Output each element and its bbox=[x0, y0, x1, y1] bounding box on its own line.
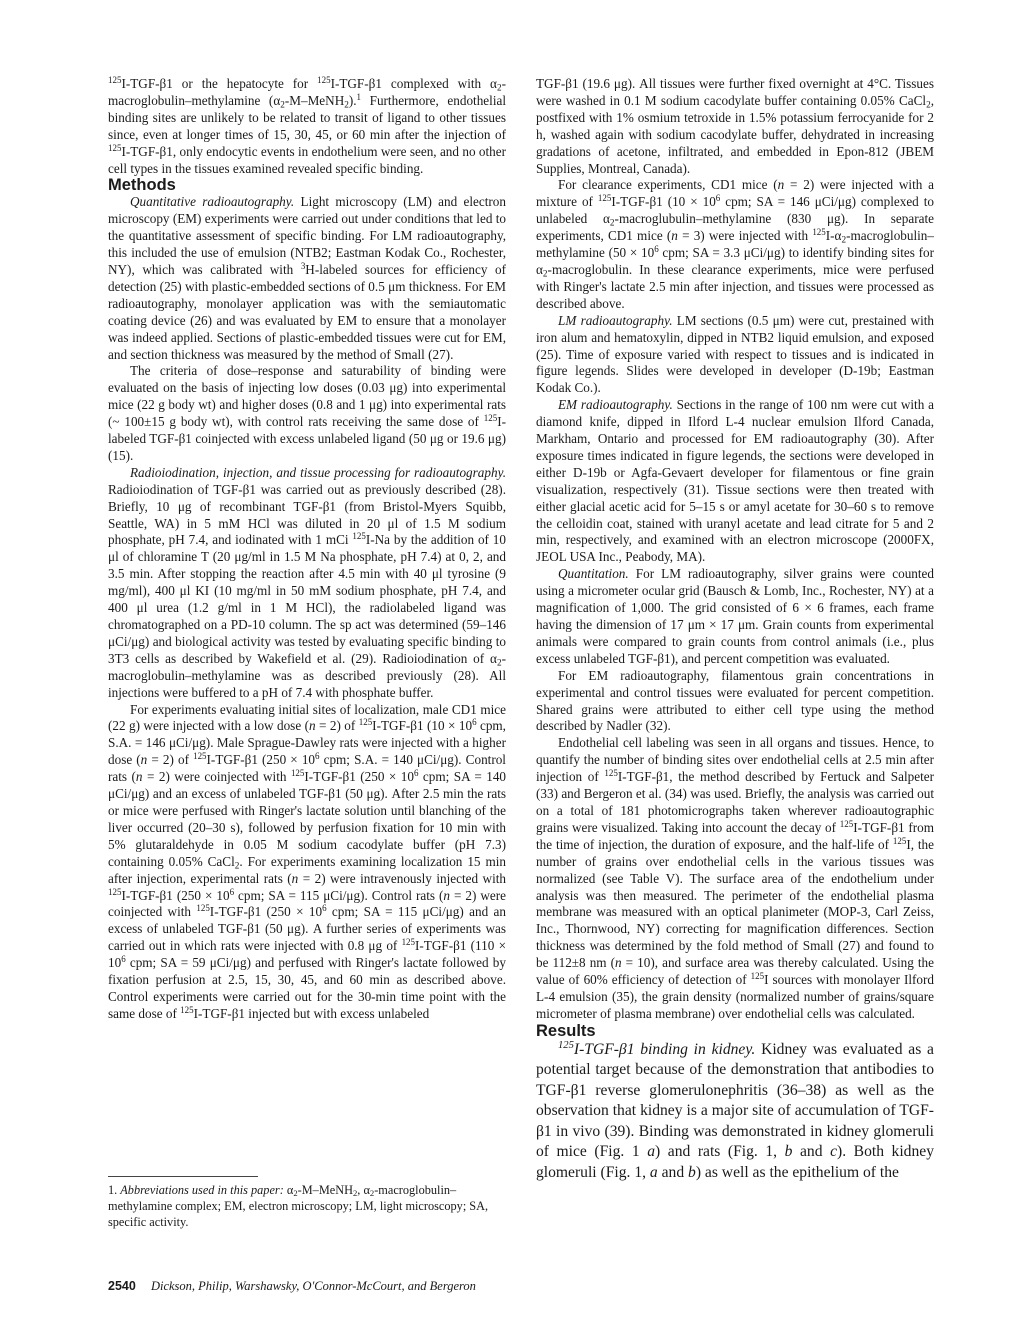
localization-experiments-paragraph: For experiments evaluating initial sites of localization, male CD1 mice (22 g) were injected with a low dose (n = 2) of $^{125}$I-TGF-β1 ($10 \times 10^6$ cpm, S.A. = 146 μCi/μg). Male Sprague-Dawley rats were injected with a higher dose (n = 2) of $^{125}$I-TGF-β1 ($250 \times 10^6$ cpm; S.A. = 140 μCi/μg). Control rats (n = 2) were coinjected with $^{125}$I-TGF-β1 ($250 \times 10^6$ cpm; SA = 140 μCi/μg) and an excess of unlabeled TGF-β1 (50 μg). After 2.5 min the rats or mice were perfused with Ringer's lactate solution until blanching of the liver occurred (20–30 s), followed by perfusion fixation for 10 min with 5% glutaraldehyde in 0.05 M sodium cacodylate buffer (pH 7.3) containing 0.05% CaCl$_2$. For experiments examining localization 15 min after injection, experimental rats (n = 2) were intravenously injected with $^{125}$I-TGF-β1 ($250 \times 10^6$ cpm; SA = 115 μCi/μg). Control rats (n = 2) were coinjected with $^{125}$I-TGF-β1 ($250 \times 10^6$ cpm; SA = 115 μCi/μg) and an excess of unlabeled TGF-β1 (50 μg). A further series of experiments was carried out in which rats were injected with 0.8 μg of $^{125}$I-TGF-β1 ($110 \times 10^6$ cpm; SA = 59 μCi/μg) and perfused with Ringer's lactate followed by fixation perfusion at 2.5, 15, 30, 45, and 60 min as described above. Control experiments were carried out for the 30-min time point with the same dose of $^{125}$I-TGF-β1 injected but with excess unlabeled bbox=[108, 701, 507, 1021]
page-number: 2540 bbox=[108, 1279, 136, 1293]
em-grain-concentration-paragraph: For EM radioautography, filamentous grain concentrations in experimental and control tissues were evaluated for percent competition. Shared grains were attributed to either cell type using the method described by Nadler (32). bbox=[536, 667, 934, 734]
running-authors: Dickson, Philip, Warshawsky, O'Connor-McCourt, and Bergeron bbox=[150, 1279, 476, 1293]
left-column bbox=[108, 76, 506, 1023]
continuation-paragraph: TGF-β1 (19.6 μg). All tissues were further fixed overnight at 4°C. Tissues were washed in 0.1 M sodium cacodylate buffer containing 0.05% CaCl$_2$, postfixed with 1% osmium tetroxide in 1.5% potassium ferrocyanide for 2 h, washed again with sodium cacodylate buffer, dehydrated in increasing gradations of acetone, infiltrated, and embedded in Epon-812 (JBEM Supplies, Montreal, Canada). bbox=[536, 76, 934, 176]
dose-response-paragraph: The criteria of dose–response and saturability of binding were evaluated on the basis of injecting low doses (0.03 μg) into experimental mice (22 g body wt) and higher doses (0.8 and 1 μg) into experimental rats (~ 100±15 g body wt), with control rats receiving the same dose of $^{125}$I-labeled TGF-β1 coinjected with excess unlabeled ligand (50 μg or 19.6 μg) (15). bbox=[108, 363, 506, 463]
page-footer bbox=[108, 1279, 476, 1294]
kidney-binding-paragraph: $^{125}$I-TGF-β1 binding in kidney. Kidney was evaluated as a potential target because of the demonstration that antibodies to TGF-β1 reverse glomerulonephritis (36–38) as well as the observation that kidney is a major site of accumulation of TGF-β1 in vivo (39). Binding was demonstrated in kidney glomeruli of mice (Fig. 1 a) and rats (Fig. 1, b and c). Both kidney glomeruli (Fig. 1, a and b) as well as the epithelium of the bbox=[536, 1039, 934, 1181]
right-column bbox=[536, 76, 934, 1183]
radioiodination-paragraph: Radioiodination, injection, and tissue processing for radioautography. Radioiodination of TGF-β1 was carried out as previously described (28). Briefly, 10 μg of recombinant TGF-β1 (from Bristol-Myers Squibb, Seattle, WA) in 5 mM HCl was diluted in 20 μl of 1.5 M sodium phosphate, pH 7.4, and iodinated with 1 mCi $^{125}$I-Na by the addition of 10 μl of chloramine T (20 μg/ml in 1.5 M Na phosphate, pH 7.4) at 0, 2, and 3.5 min. After stopping the reaction after 4.5 min with 40 μl tyrosine (9 mg/ml), 400 μl KI (10 mg/ml in 50 mM sodium phosphate, pH 7.4, and 400 μl urea (1.2 g/ml in 1 M HCl), the radiolabeled ligand was chromatographed on a PD-10 column. The sp act was determined (59–146 μCi/μg) and biological activity was tested by evaluating specific binding to 3T3 cells as described by Wakefield et al. (29). Radioiodination of $\alpha_2-macroglobulin$–methylamine was as described previously (28). All injections were buffered to a pH of 7.4 with phosphate buffer. bbox=[108, 464, 506, 700]
em-radioautography-paragraph: EM radioautography. Sections in the range of 100 nm were cut with a diamond knife, dipped in Ilford L-4 nuclear emulsion Ilford Canada, Markham, Ontario and processed for EM radioautography (30). After exposure times indicated in figure legends, the sections were developed in either D-19b or Agfa-Gevaert developer for filamentous or fine grain visualization, respectively (31). Tissue sections were then treated with either glacial acetic acid for 5–15 s or amyl acetate for 30–60 s to remove the celloidin coat, stained with uranyl acetate and lead citrate for 5 and 2 min, respectively, and examined with an electron microscope (2000FX, JEOL USA Inc., Peabody, MA). bbox=[536, 397, 934, 565]
abbreviations-footnote: 1. Abbreviations used in this paper: $\alpha_2-M-MeNH_2$, $\alpha_2-macroglobulin$–methylamine complex; EM, electron microscopy; LM, light microscopy; SA, specific activity. bbox=[108, 1183, 489, 1229]
clearance-experiments-paragraph: For clearance experiments, CD1 mice (n = 2) were injected with a mixture of $^{125}$I-TGF-β1 ($10 \times 10^6$ cpm; SA = 146 μCi/μg) complexed to unlabeled $\alpha_2-macroglubulin$–methylamine (830 μg). In separate experiments, CD1 mice (n = 3) were injected with $^{125}I-\alpha_2-macroglobulin$–methylamine ($50 \times 10^6$ cpm; SA = 3.3 μCi/μg) to identify binding sites for $\alpha_2$-macroglobulin. In these clearance experiments, mice were perfused with Ringer's lactate 2.5 min after injection, and tissues were processed as described above. bbox=[536, 177, 934, 311]
endothelial-labeling-paragraph: Endothelial cell labeling was seen in all organs and tissues. Hence, to quantify the number of binding sites over endothelial cells at 2.5 min after injection of $^{125}$I-TGF-β1, the method described by Fertuck and Salpeter (33) and Bergeron et al. (34) was used. Briefly, the analysis was carried out on a total of 181 photomicrographs taken wherever radioautographic grains were visualized. Taking into account the decay of $^{125}$I-TGF-β1 from the time of injection, the duration of exposure, and the half-life of $^{125}$I, the number of grains over endothelial cells in the various tissues was normalized (see Table V). The surface area of the endothelium under analysis was then measured. The perimeter of the endothelial plasma membrane was measured with an optical planimeter (MOP-3, Carl Zeiss, Inc., Thornwood, NY) correcting for magnification differences. Section thickness was determined by the fold method of Small (27) and found to be 112±8 nm (n = 10), and surface area was thereby calculated. Using the value of 60% efficiency of detection of $^{125}$I sources with monolayer Ilford L-4 emulsion (35), the grain density (normalized number of grains/square micrometer of plasma membrane) over endothelial cells was calculated. bbox=[536, 735, 935, 1021]
lm-radioautography-paragraph: LM radioautography. LM sections (0.5 μm) were cut, prestained with iron alum and hematoxylin, dipped in NTB2 liquid emulsion, and exposed (25). Time of exposure varied with respect to tissues and is indicated in figure legends. Slides were developed in developer (D-19b; Eastman Kodak Co.). bbox=[536, 312, 934, 396]
footnote-divider bbox=[108, 1176, 258, 1177]
intro-paragraph: $^{125}$I-TGF-β1 or the hepatocyte for $^{125}$I-TGF-β1 complexed with $\alpha_2-macroglobulin$–methylamine $(\alpha_2-M-MeNH_2).^1$ Furthermore, endothelial binding sites are unlikely to be related to transit of ligand to other tissues since, even at longer times of 15, 30, 45, or 60 min after the injection of $^{125}$I-TGF-β1, only endocytic events in endothelium were seen, and no other cell types in the tissues examined revealed specific binding. bbox=[108, 75, 507, 176]
quantitative-radioautography-paragraph: Quantitative radioautography. Light microscopy (LM) and electron microscopy (EM) experiments were carried out under conditions that led to the quantitative assessment of specific binding. For LM radioautography, this included the use of emulsion (NTB2; Eastman Kodak Co., Rochester, NY), which was calibrated with $^3$H-labeled sources for efficiency of detection (25) with plastic-embedded sections of 0.5 μm thickness. For EM radioautography, monolayer application was with the semiautomatic coating device (26) and was evaluated by EM to ensure that a monolayer was indeed applied. Sections of plastic-embedded tissues were cut for EM, and section thickness was measured by the method of Small (27). bbox=[108, 194, 506, 362]
methods-heading: Methods bbox=[108, 176, 176, 195]
quantitation-paragraph: Quantitation. For LM radioautography, silver grains were counted using a micrometer ocular grid (Bausch & Lomb, Inc., Rochester, NY) at a magnification of 1,000. The grid consisted of 6 × 6 frames, each frame having the dimension of 17 μm × 17 μm. Grain counts from experimental animals were compared to grain counts from control animals (i.e., plus excess unlabeled TGF-β1), and percent competition was evaluated. bbox=[536, 566, 934, 666]
results-heading: Results bbox=[536, 1021, 596, 1040]
